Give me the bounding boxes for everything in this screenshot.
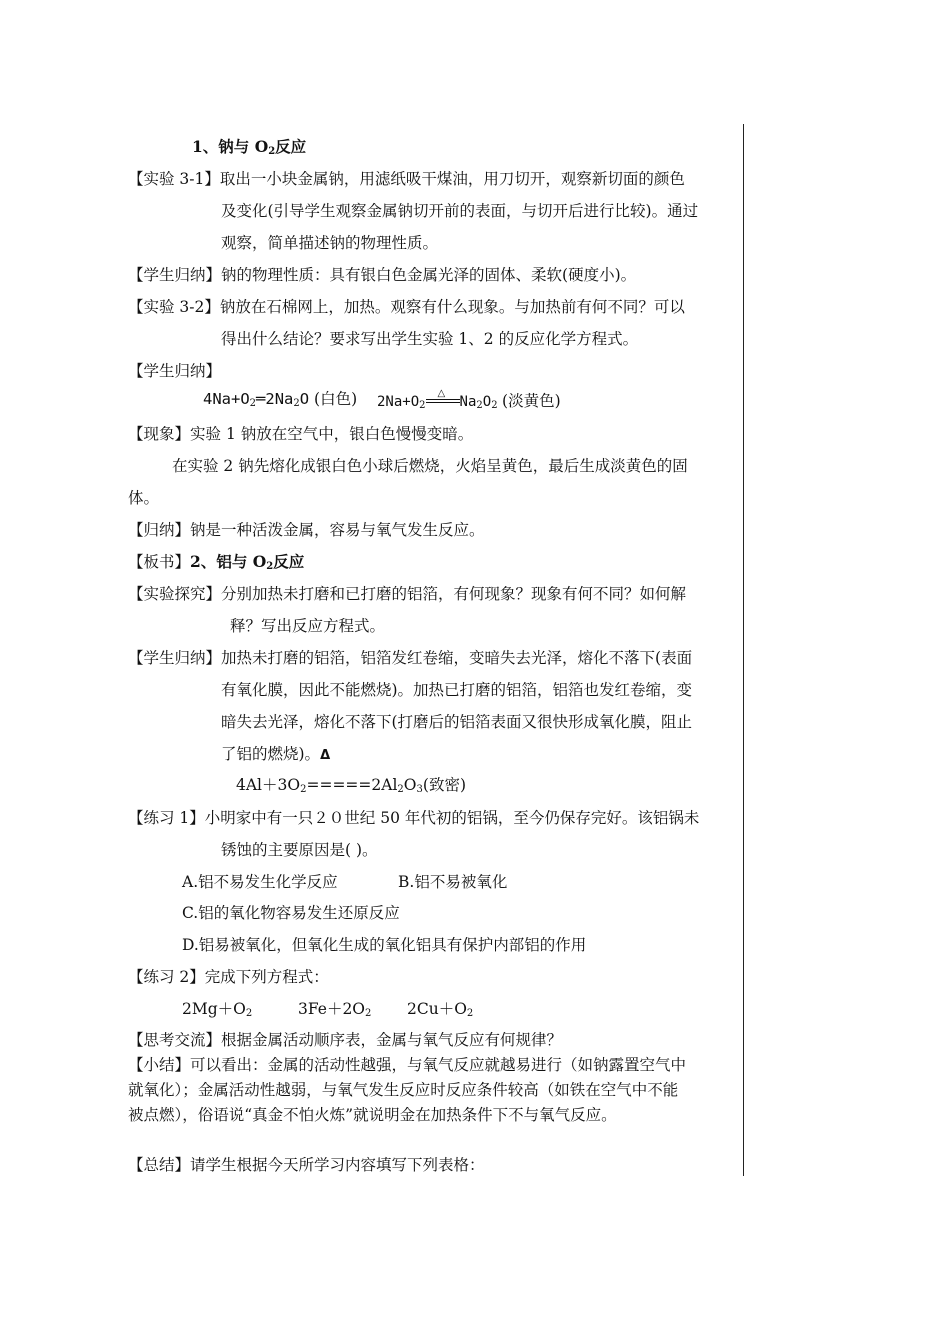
summary-line2: 就氧化）；金属活动性越弱，与氧气发生反应时反应条件较高（如铁在空气中不能 (128, 1081, 679, 1099)
right-border-line (743, 124, 744, 1176)
phenomenon-line2: 在实验 2 钠先熔化成银白色小球后燃烧，火焰呈黄色，最后生成淡黄色的固 (172, 457, 688, 475)
exercise-1-line2: 锈蚀的主要原因是( )。 (221, 841, 378, 859)
equation-sodium-cold: $4Na+O_2═2Na_2O$ (白色) (203, 390, 358, 409)
equation-aluminum: $4Al+3O_2=====2Al_2O_3$(致密) (236, 776, 466, 795)
experiment-3-1: 【实验 3-1】取出一小块金属钠，用滤纸吸干煤油，用刀切开，观察新切面的颜色 (128, 170, 685, 188)
equation-sodium-heated: $2Na+O_2$ △ $Na_2O_2$ (淡黄色) (377, 388, 561, 411)
student-summary-2-label: 【学生归纳】 (128, 362, 222, 380)
student-summary-3: 【学生归纳】加热未打磨的铝箔，铝箔发红卷缩，变暗失去光泽，熔化不落下(表面 (128, 649, 693, 667)
student-summary-3-line4: 了铝的燃烧)。Δ (221, 745, 331, 763)
summary: 【小结】可以看出：金属的活动性越强，与氧气反应就越易进行（如钠露置空气中 (128, 1056, 687, 1074)
option-b: B.铝不易被氧化 (398, 873, 508, 891)
think-exchange: 【思考交流】根据金属活动顺序表，金属与氧气反应有何规律？ (128, 1031, 563, 1049)
option-c: C.铝的氧化物容易发生还原反应 (182, 904, 400, 922)
option-d: D.铝易被氧化，但氧化生成的氧化铝具有保护内部铝的作用 (182, 936, 587, 954)
formula-fe: $3Fe+2O_2$ (298, 1000, 372, 1019)
student-summary-3-line2: 有氧化膜，因此不能燃烧)。加热已打磨的铝箔，铝箔也发红卷缩，变 (221, 681, 693, 699)
experiment-explore-line2: 释？写出反应方程式。 (230, 617, 386, 635)
summary-line3: 被点燃），俗语说“真金不怕火炼”就说明金在加热条件下不与氧气反应。 (128, 1106, 617, 1124)
experiment-3-2-line2: 得出什么结论？要求写出学生实验 1、2 的反应化学方程式。 (221, 330, 639, 348)
section-title-aluminum: 【板书】2、铝与 $O_2$反应 (128, 552, 305, 572)
experiment-3-1-line3: 观察，简单描述钠的物理性质。 (221, 234, 439, 252)
phenomenon: 【现象】实验 1 钠放在空气中，银白色慢慢变暗。 (128, 425, 474, 443)
option-a: A.铝不易发生化学反应 (182, 873, 338, 891)
formula-mg: $2Mg+O_2$ (182, 1000, 253, 1019)
formula-cu: $2Cu+O_2$ (407, 1000, 474, 1019)
conclusion: 【归纳】钠是一种活泼金属，容易与氧气发生反应。 (128, 521, 485, 539)
experiment-3-2: 【实验 3-2】钠放在石棉网上，加热。观察有什么现象。与加热前有何不同？可以 (128, 298, 685, 316)
experiment-explore: 【实验探究】分别加热未打磨和已打磨的铝箔，有何现象？现象有何不同？如何解 (128, 585, 687, 603)
student-summary-1: 【学生归纳】钠的物理性质：具有银白色金属光泽的固体、柔软(硬度小)。 (128, 266, 637, 284)
phenomenon-line3: 体。 (128, 489, 160, 507)
heating-equals-arrow: △ (426, 397, 460, 407)
final-summary: 【总结】请学生根据今天所学习内容填写下列表格： (128, 1156, 485, 1174)
exercise-2: 【练习 2】完成下列方程式： (128, 968, 329, 986)
experiment-3-1-line2: 及变化(引导学生观察金属钠切开前的表面，与切开后进行比较)。通过 (221, 202, 699, 220)
exercise-1: 【练习 1】小明家中有一只２０世纪 50 年代初的铝锅，至今仍保存完好。该铝锅未 (128, 809, 700, 827)
student-summary-3-line3: 暗失去光泽，熔化不落下(打磨后的铝箔表面又很快形成氧化膜，阻止 (221, 713, 693, 731)
section-title-sodium: 1、钠与 $O_2$反应 (192, 137, 307, 157)
